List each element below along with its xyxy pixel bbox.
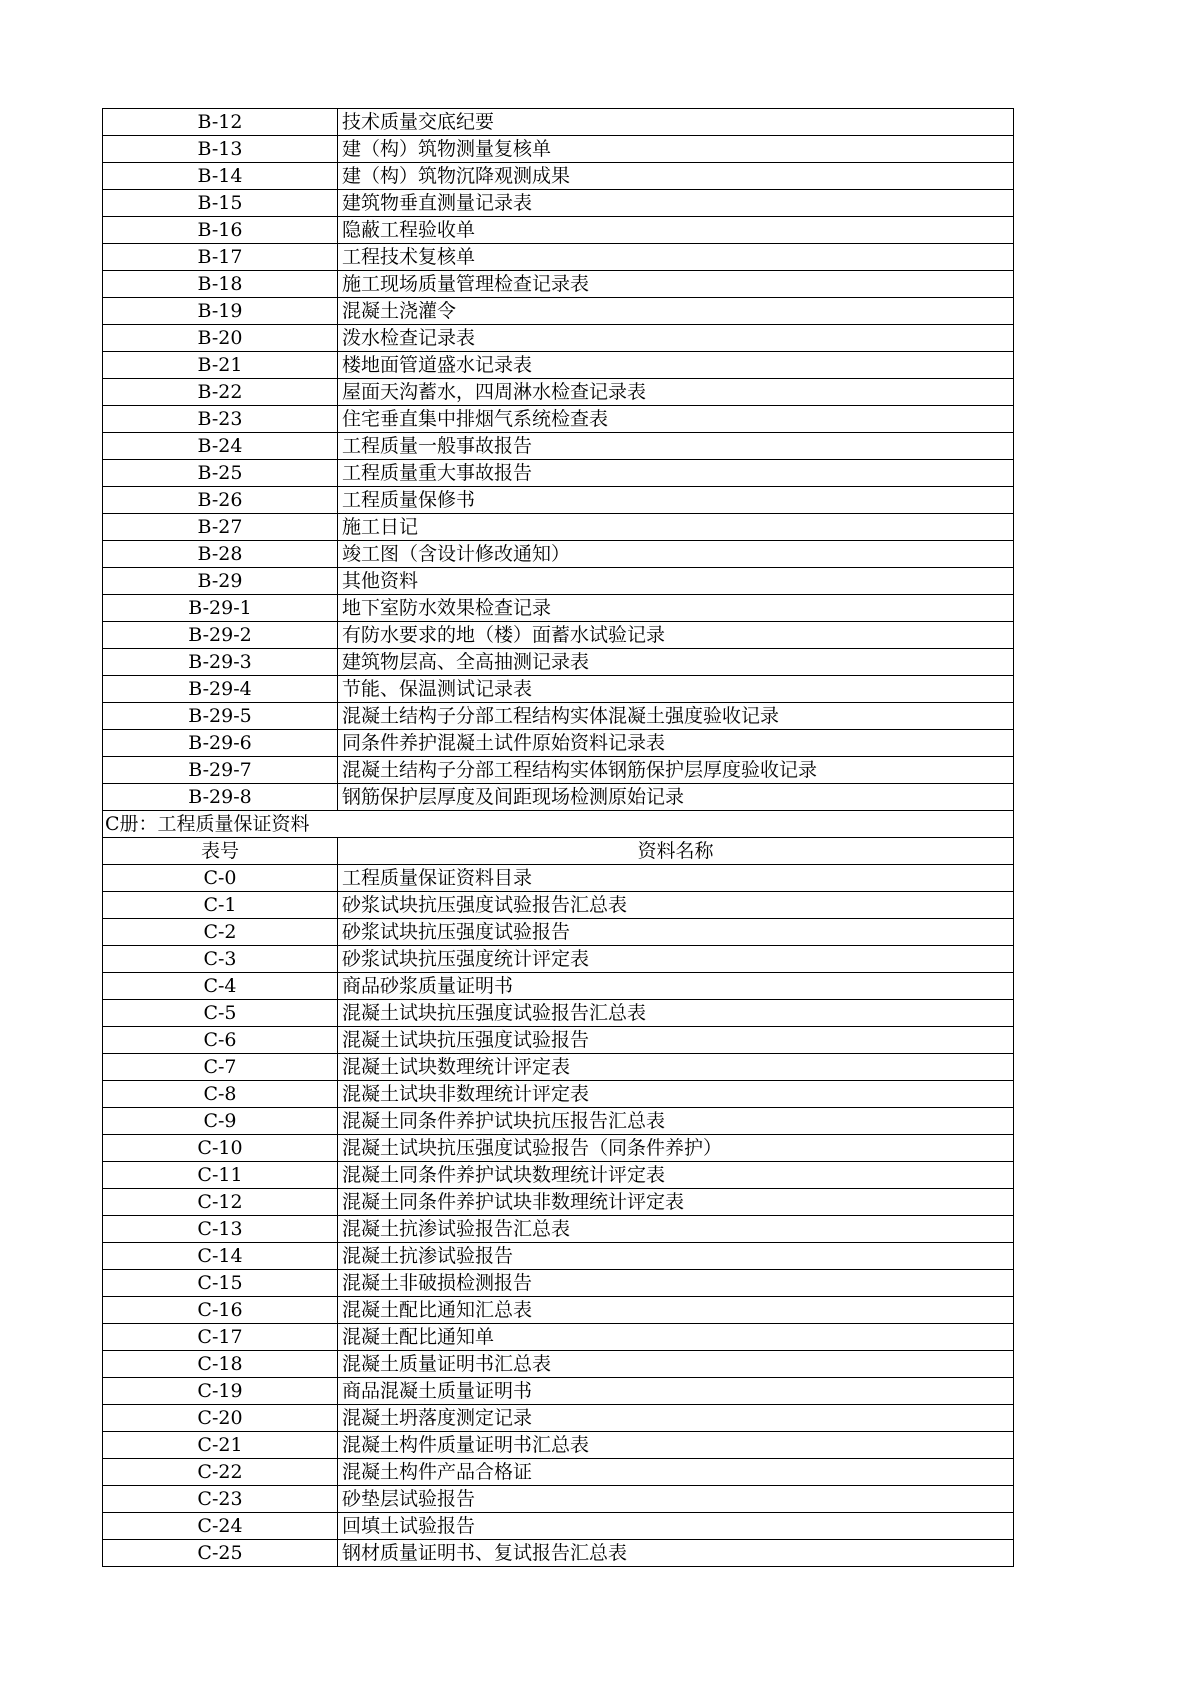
table-row (103, 1081, 1014, 1108)
form-code: C-3 (103, 946, 338, 973)
form-code: B-18 (103, 271, 338, 298)
table-row (103, 1351, 1014, 1378)
section-c-rows (103, 865, 1014, 1567)
table-row (103, 1000, 1014, 1027)
table-row (103, 406, 1014, 433)
form-title: 工程质量一般事故报告 (338, 433, 1014, 460)
section-c-title-blank (338, 811, 1014, 838)
form-title: 混凝土试块非数理统计评定表 (338, 1081, 1014, 1108)
table-row (103, 784, 1014, 811)
form-title: 施工日记 (338, 514, 1014, 541)
form-title: 混凝土同条件养护试块抗压报告汇总表 (338, 1108, 1014, 1135)
form-code: B-25 (103, 460, 338, 487)
table-row (103, 1054, 1014, 1081)
form-code: B-13 (103, 136, 338, 163)
table-row (103, 892, 1014, 919)
table-row (103, 1486, 1014, 1513)
table-row (103, 352, 1014, 379)
table-row (103, 271, 1014, 298)
document-sheet (102, 108, 1013, 1567)
form-title: 回填土试验报告 (338, 1513, 1014, 1540)
table-row (103, 568, 1014, 595)
table-row (103, 514, 1014, 541)
table-row (103, 649, 1014, 676)
form-code: C-16 (103, 1297, 338, 1324)
form-code: C-10 (103, 1135, 338, 1162)
form-code: C-23 (103, 1486, 338, 1513)
form-title: 混凝土试块数理统计评定表 (338, 1054, 1014, 1081)
form-code: C-13 (103, 1216, 338, 1243)
form-code: B-20 (103, 325, 338, 352)
form-title: 混凝土抗渗试验报告汇总表 (338, 1216, 1014, 1243)
form-title: 节能、保温测试记录表 (338, 676, 1014, 703)
form-code: C-19 (103, 1378, 338, 1405)
column-header-row (103, 838, 1014, 865)
table-row (103, 190, 1014, 217)
form-title: 同条件养护混凝土试件原始资料记录表 (338, 730, 1014, 757)
form-code: C-2 (103, 919, 338, 946)
form-title: 混凝土结构子分部工程结构实体混凝土强度验收记录 (338, 703, 1014, 730)
form-code: B-16 (103, 217, 338, 244)
table-row (103, 1405, 1014, 1432)
table-row (103, 163, 1014, 190)
form-code: B-12 (103, 109, 338, 136)
form-code: C-20 (103, 1405, 338, 1432)
form-code: B-29-7 (103, 757, 338, 784)
form-code: C-4 (103, 973, 338, 1000)
table-row (103, 1189, 1014, 1216)
form-title: 混凝土构件质量证明书汇总表 (338, 1432, 1014, 1459)
table-row (103, 325, 1014, 352)
form-code: B-27 (103, 514, 338, 541)
form-code: B-23 (103, 406, 338, 433)
form-code: B-15 (103, 190, 338, 217)
table-row (103, 460, 1014, 487)
form-code: C-12 (103, 1189, 338, 1216)
records-table (102, 108, 1014, 1567)
form-code: C-25 (103, 1540, 338, 1567)
table-row (103, 1270, 1014, 1297)
form-code: B-28 (103, 541, 338, 568)
form-title: 混凝土非破损检测报告 (338, 1270, 1014, 1297)
form-title: 混凝土构件产品合格证 (338, 1459, 1014, 1486)
table-row (103, 622, 1014, 649)
form-title: 竣工图（含设计修改通知） (338, 541, 1014, 568)
table-row (103, 865, 1014, 892)
table-row (103, 1297, 1014, 1324)
table-row (103, 136, 1014, 163)
form-code: C-11 (103, 1162, 338, 1189)
table-row (103, 1243, 1014, 1270)
table-row (103, 676, 1014, 703)
form-code: B-29-8 (103, 784, 338, 811)
column-header-name: 资料名称 (338, 838, 1014, 865)
form-code: B-22 (103, 379, 338, 406)
table-row (103, 973, 1014, 1000)
form-code: C-5 (103, 1000, 338, 1027)
form-title: 住宅垂直集中排烟气系统检查表 (338, 406, 1014, 433)
table-row (103, 703, 1014, 730)
form-code: B-29-4 (103, 676, 338, 703)
form-title: 混凝土配比通知汇总表 (338, 1297, 1014, 1324)
form-title: 混凝土试块抗压强度试验报告（同条件养护） (338, 1135, 1014, 1162)
table-row (103, 1135, 1014, 1162)
form-title: 建（构）筑物测量复核单 (338, 136, 1014, 163)
section-c-heading (103, 811, 1014, 865)
form-title: 混凝土抗渗试验报告 (338, 1243, 1014, 1270)
table-row (103, 487, 1014, 514)
form-title: 混凝土试块抗压强度试验报告汇总表 (338, 1000, 1014, 1027)
form-code: C-0 (103, 865, 338, 892)
form-code: B-21 (103, 352, 338, 379)
table-row (103, 109, 1014, 136)
form-code: C-15 (103, 1270, 338, 1297)
form-code: B-17 (103, 244, 338, 271)
form-code: C-7 (103, 1054, 338, 1081)
form-title: 建筑物垂直测量记录表 (338, 190, 1014, 217)
form-title: 其他资料 (338, 568, 1014, 595)
form-title: 混凝土同条件养护试块数理统计评定表 (338, 1162, 1014, 1189)
form-code: C-17 (103, 1324, 338, 1351)
table-row (103, 730, 1014, 757)
form-code: B-29 (103, 568, 338, 595)
form-title: 有防水要求的地（楼）面蓄水试验记录 (338, 622, 1014, 649)
form-title: 工程质量保修书 (338, 487, 1014, 514)
column-header-code: 表号 (103, 838, 338, 865)
form-code: B-29-6 (103, 730, 338, 757)
table-row (103, 1540, 1014, 1567)
form-title: 混凝土结构子分部工程结构实体钢筋保护层厚度验收记录 (338, 757, 1014, 784)
form-code: B-26 (103, 487, 338, 514)
form-title: 混凝土同条件养护试块非数理统计评定表 (338, 1189, 1014, 1216)
form-title: 砂浆试块抗压强度统计评定表 (338, 946, 1014, 973)
form-title: 地下室防水效果检查记录 (338, 595, 1014, 622)
form-title: 工程质量保证资料目录 (338, 865, 1014, 892)
form-code: C-22 (103, 1459, 338, 1486)
table-row (103, 217, 1014, 244)
table-row (103, 919, 1014, 946)
form-title: 钢筋保护层厚度及间距现场检测原始记录 (338, 784, 1014, 811)
form-title: 砂浆试块抗压强度试验报告 (338, 919, 1014, 946)
form-code: C-21 (103, 1432, 338, 1459)
form-title: 混凝土坍落度测定记录 (338, 1405, 1014, 1432)
table-row (103, 298, 1014, 325)
table-row (103, 1459, 1014, 1486)
table-row (103, 1513, 1014, 1540)
form-code: C-9 (103, 1108, 338, 1135)
table-row (103, 595, 1014, 622)
form-code: C-14 (103, 1243, 338, 1270)
form-code: B-29-3 (103, 649, 338, 676)
form-title: 砂垫层试验报告 (338, 1486, 1014, 1513)
form-code: B-19 (103, 298, 338, 325)
form-title: 混凝土试块抗压强度试验报告 (338, 1027, 1014, 1054)
section-b-rows (103, 109, 1014, 811)
table-row (103, 1027, 1014, 1054)
form-code: B-29-2 (103, 622, 338, 649)
form-code: C-8 (103, 1081, 338, 1108)
section-c-title: C册：工程质量保证资料 (103, 811, 338, 838)
table-row (103, 1216, 1014, 1243)
form-code: C-6 (103, 1027, 338, 1054)
table-row (103, 757, 1014, 784)
form-title: 混凝土浇灌令 (338, 298, 1014, 325)
table-row (103, 1162, 1014, 1189)
form-code: B-14 (103, 163, 338, 190)
form-code: C-1 (103, 892, 338, 919)
form-title: 屋面天沟蓄水，四周淋水检查记录表 (338, 379, 1014, 406)
form-title: 隐蔽工程验收单 (338, 217, 1014, 244)
form-title: 工程质量重大事故报告 (338, 460, 1014, 487)
table-row (103, 1432, 1014, 1459)
form-code: B-29-1 (103, 595, 338, 622)
form-title: 施工现场质量管理检查记录表 (338, 271, 1014, 298)
form-code: B-24 (103, 433, 338, 460)
form-title: 工程技术复核单 (338, 244, 1014, 271)
form-title: 泼水检查记录表 (338, 325, 1014, 352)
form-title: 混凝土质量证明书汇总表 (338, 1351, 1014, 1378)
table-row (103, 946, 1014, 973)
form-title: 钢材质量证明书、复试报告汇总表 (338, 1540, 1014, 1567)
table-row (103, 1108, 1014, 1135)
section-c-title-row (103, 811, 1014, 838)
table-row (103, 379, 1014, 406)
form-title: 楼地面管道盛水记录表 (338, 352, 1014, 379)
form-title: 建（构）筑物沉降观测成果 (338, 163, 1014, 190)
form-title: 砂浆试块抗压强度试验报告汇总表 (338, 892, 1014, 919)
form-code: C-18 (103, 1351, 338, 1378)
table-row (103, 1378, 1014, 1405)
form-title: 商品混凝土质量证明书 (338, 1378, 1014, 1405)
table-row (103, 1324, 1014, 1351)
form-title: 建筑物层高、全高抽测记录表 (338, 649, 1014, 676)
form-title: 商品砂浆质量证明书 (338, 973, 1014, 1000)
form-title: 技术质量交底纪要 (338, 109, 1014, 136)
form-code: B-29-5 (103, 703, 338, 730)
table-row (103, 541, 1014, 568)
form-title: 混凝土配比通知单 (338, 1324, 1014, 1351)
form-code: C-24 (103, 1513, 338, 1540)
table-row (103, 244, 1014, 271)
table-row (103, 433, 1014, 460)
